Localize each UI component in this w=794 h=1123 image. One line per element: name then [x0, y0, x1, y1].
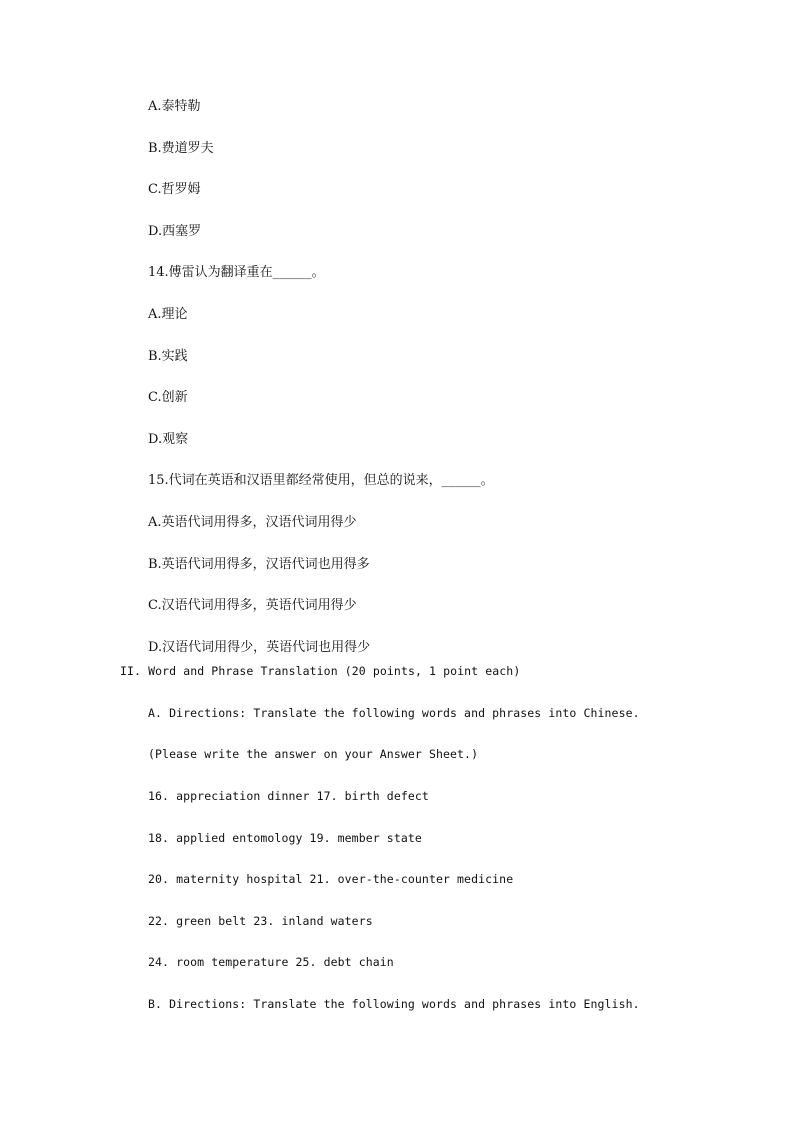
q15-option-c: C.汉语代词用得多，英语代词用得少	[148, 598, 357, 613]
q13-option-c: C.哲罗姆	[148, 182, 201, 197]
q14-option-d: D.观察	[148, 432, 189, 447]
q13-option-a: A.泰特勒	[148, 99, 201, 114]
q13-option-b: B.费道罗夫	[148, 141, 214, 156]
vocab-item-18-19: 18. applied entomology 19. member state	[148, 831, 422, 845]
q14-stem: 14.傅雷认为翻译重在______。	[148, 265, 325, 280]
q14-option-b: B.实践	[148, 349, 188, 364]
q15-option-a: A.英语代词用得多，汉语代词用得少	[148, 515, 357, 530]
vocab-item-20-21: 20. maternity hospital 21. over-the-counter medicine	[148, 872, 514, 886]
vocab-item-16-17: 16. appreciation dinner 17. birth defect	[148, 789, 429, 803]
part-a-directions: A. Directions: Translate the following words and phrases into Chinese.	[148, 706, 640, 720]
q14-option-a: A.理论	[148, 307, 188, 322]
part-b-directions: B. Directions: Translate the following words and phrases into English.	[148, 997, 640, 1011]
q15-option-d: D.汉语代词用得少，英语代词也用得少	[148, 640, 371, 655]
part-a-note: (Please write the answer on your Answer Sheet.)	[148, 747, 479, 761]
vocab-item-24-25: 24. room temperature 25. debt chain	[148, 955, 394, 969]
q13-option-d: D.西塞罗	[148, 224, 202, 239]
q14-option-c: C.创新	[148, 390, 188, 405]
vocab-item-22-23: 22. green belt 23. inland waters	[148, 914, 373, 928]
q15-stem: 15.代词在英语和汉语里都经常使用，但总的说来，______。	[148, 473, 494, 488]
q15-option-b: B.英语代词用得多，汉语代词也用得多	[148, 557, 370, 572]
section-2-title: II. Word and Phrase Translation (20 points, 1 point each)	[120, 664, 521, 678]
